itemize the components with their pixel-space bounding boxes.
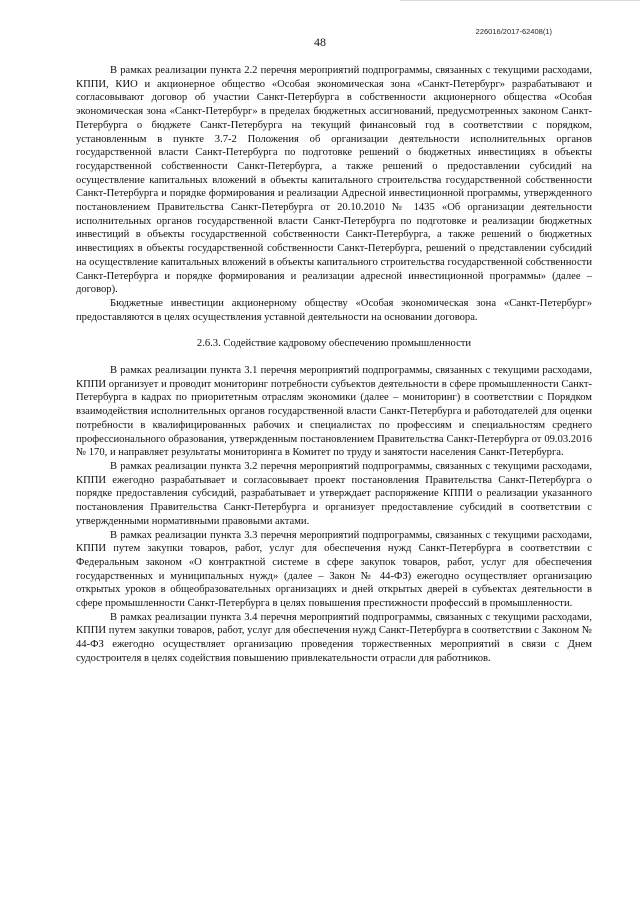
- scan-edge-line: [400, 0, 640, 1]
- document-id: 226016/2017-62408(1): [475, 27, 552, 36]
- paragraph: В рамках реализации пункта 2.2 перечня мероприятий подпрограммы, связанных с текущими расходами, КППИ, КИО и акционерное общество «Особая экономическая зона «Санкт-Петербург» разрабатывают и согласовывают договор об участии Санкт-Петербурга в собственности акционерного общества «Особая экономическая зона «Санкт-Петербург» в пределах бюджетных ассигнований, предусмотренных законом Санкт-Петербурга о бюджете Санкт-Петербурга на текущий финансовый год в соответствии с порядком, установленным в пункте 3.7-2 Положения об организации деятельности исполнительных органов государственной власти Санкт-Петербурга по подготовке решений о бюджетных инвестициях в объекты государственной собственности Санкт-Петербурга, а также решений о предоставлении субсидий на осуществление капитальных вложений в объекты капитального строительства государственной собственности Санкт-Петербурга и порядке формирования и реализации Адресной инвестиционной программы, утвержденного постановлением Правительства Санкт-Петербурга от 20.10.2010 № 1435 «Об организации деятельности исполнительных органов государственной власти Санкт-Петербурга по подготовке и реализации бюджетных инвестиций в объекты государственной собственности Санкт-Петербурга, а также решений о бюджетных инвестициях в объекты государственной собственности Санкт-Петербурга, решений о представлении субсидий на осуществление капитальных вложений в объекты капитального строительства государственной собственности Санкт-Петербурга и порядке формирования и реализации адресной инвестиционной программы» (далее – договор).: [76, 65, 592, 296]
- paragraph: В рамках реализации пункта 3.3 перечня мероприятий подпрограммы, связанных с текущими расходами, КППИ путем закупки товаров, работ, услуг для обеспечения нужд Санкт-Петербурга в соответствии с Федеральным законом «О контрактной системе в сфере закупок товаров, работ, услуг для обеспечения государственных и муниципальных нужд» (далее – Закон № 44-ФЗ) ежегодно осуществляет организацию открытых уроков в общеобразовательных организациях и дней открытых дверей в субъектах деятельности в сфере промышленности Санкт-Петербурга в целях повышения престижности профессий в промышленности.: [76, 529, 592, 610]
- document-body: [76, 64, 592, 666]
- paragraph: В рамках реализации пункта 3.1 перечня мероприятий подпрограммы, связанных с текущими расходами, КППИ организует и проводит мониторинг потребности субъектов деятельности в сфере промышленности Санкт-Петербурга в кадрах по приоритетным отраслям экономики (далее – мониторинг) в соответствии с Порядком взаимодействия исполнительных органов государственной власти Санкт-Петербурга и работодателей для оценки потребности в квалифицированных рабочих и специалистах по профессиям и специальностям среднего профессионального образования, утвержденным постановлением Правительства Санкт-Петербурга от 09.03.2016 № 170, и направляет результаты мониторинга в Комитет по труду и занятости населения Санкт-Петербурга.: [76, 365, 592, 459]
- paragraph: В рамках реализации пункта 3.2 перечня мероприятий подпрограммы, связанных с текущими расходами, КППИ ежегодно разрабатывает и согласовывает проект постановления Правительства Санкт-Петербурга о порядке предоставления субсидий, разрабатывает и утверждает распоряжение КППИ о реализации указанного постановления Правительства Санкт-Петербурга и организует предоставление субсидий в соответствии с утвержденными нормативными правовыми актами.: [76, 460, 592, 527]
- page-number: 48: [314, 35, 326, 49]
- paragraph: Бюджетные инвестиции акционерному обществу «Особая экономическая зона «Санкт-Петербург» предоставляются в целях осуществления уставной деятельности на основании договора.: [76, 297, 592, 323]
- section-heading: 2.6.3. Содействие кадровому обеспечению промышленности: [196, 338, 472, 350]
- paragraph: В рамках реализации пункта 3.4 перечня мероприятий подпрограммы, связанных с текущими расходами, КППИ путем закупки товаров, работ, услуг для обеспечения нужд Санкт-Петербурга в соответствии с Законом № 44-ФЗ ежегодно осуществляет организацию проведения торжественных мероприятий в связи с Днем судостроителя в целях содействия повышению привлекательности отрасли для работников.: [76, 611, 592, 664]
